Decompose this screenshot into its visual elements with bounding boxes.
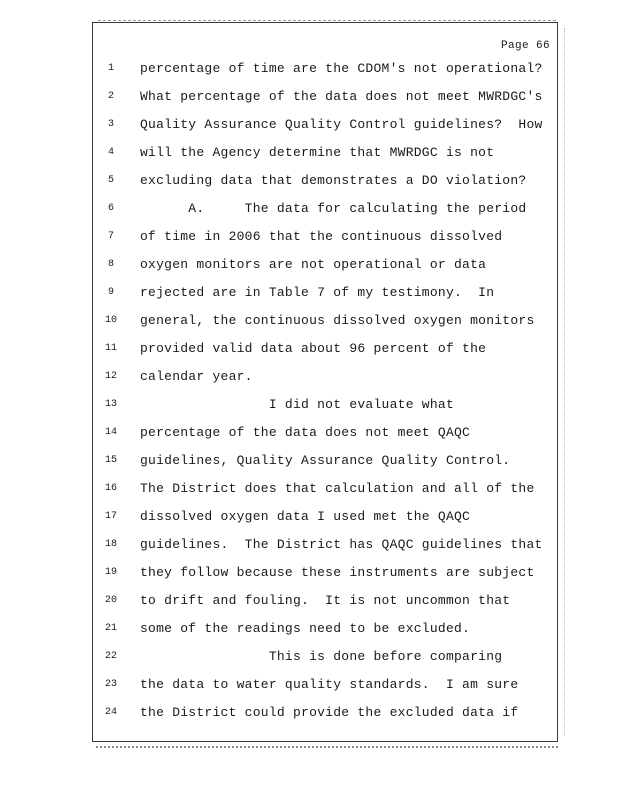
transcript-line <box>100 481 560 501</box>
scan-artifact-bottom <box>96 746 558 749</box>
line-number: 6 <box>107 203 114 214</box>
transcript-line <box>100 397 560 417</box>
line-number: 7 <box>107 231 114 242</box>
transcript-line <box>100 649 560 669</box>
transcript-line <box>100 509 560 529</box>
line-text: excluding data that demonstrates a DO violation? <box>140 173 527 188</box>
transcript-line <box>100 677 560 697</box>
line-number: 8 <box>107 259 114 270</box>
line-text: the data to water quality standards. I am sure <box>140 677 519 692</box>
line-text: of time in 2006 that the continuous dissolved <box>140 229 503 244</box>
line-text: will the Agency determine that MWRDGC is not <box>140 145 495 160</box>
transcript-line <box>100 341 560 361</box>
line-text: percentage of the data does not meet QAQC <box>140 425 471 440</box>
line-number: 9 <box>107 287 114 298</box>
line-text: the District could provide the excluded data if <box>140 705 519 720</box>
line-text: This is done before comparing <box>140 649 503 664</box>
line-text: to drift and fouling. It is not uncommon that <box>140 593 511 608</box>
transcript-line <box>100 369 560 389</box>
line-text: rejected are in Table 7 of my testimony. In <box>140 285 495 300</box>
transcript-line <box>100 621 560 641</box>
line-number: 3 <box>107 119 114 130</box>
line-number: 17 <box>104 511 117 522</box>
transcript-line <box>100 89 560 109</box>
line-number: 15 <box>104 455 117 466</box>
line-number: 10 <box>104 315 117 326</box>
line-text: some of the readings need to be excluded. <box>140 621 471 636</box>
line-number: 22 <box>104 651 117 662</box>
transcript-line <box>100 201 560 221</box>
transcript-line <box>100 257 560 277</box>
line-text: guidelines. The District has QAQC guidelines that <box>140 537 543 552</box>
line-number: 18 <box>104 539 117 550</box>
line-text: dissolved oxygen data I used met the QAQC <box>140 509 471 524</box>
line-number: 11 <box>104 343 117 354</box>
transcript-line <box>100 61 560 81</box>
line-number: 14 <box>104 427 117 438</box>
transcript-line <box>100 117 560 137</box>
line-number: 13 <box>104 399 117 410</box>
line-number: 20 <box>104 595 117 606</box>
line-number: 16 <box>104 483 117 494</box>
page-number: Page 66 <box>500 40 550 52</box>
transcript-line <box>100 173 560 193</box>
line-text: percentage of time are the CDOM's not operational? <box>140 61 543 76</box>
transcript-line <box>100 145 560 165</box>
transcript-line <box>100 425 560 445</box>
line-text: What percentage of the data does not meet MWRDGC's <box>140 89 543 104</box>
line-text: provided valid data about 96 percent of the <box>140 341 487 356</box>
transcript-line <box>100 537 560 557</box>
transcript-line <box>100 565 560 585</box>
line-number: 12 <box>104 371 117 382</box>
line-text: I did not evaluate what <box>140 397 454 412</box>
line-number: 23 <box>104 679 117 690</box>
line-text: guidelines, Quality Assurance Quality Control. <box>140 453 511 468</box>
line-number: 2 <box>107 91 114 102</box>
line-text: general, the continuous dissolved oxygen monitors <box>140 313 535 328</box>
line-number: 4 <box>107 147 114 158</box>
transcript-line <box>100 229 560 249</box>
transcript-line <box>100 593 560 613</box>
line-text: calendar year. <box>140 369 253 384</box>
line-text: they follow because these instruments are subject <box>140 565 535 580</box>
line-number: 21 <box>104 623 117 634</box>
line-number: 24 <box>104 707 117 718</box>
transcript-line <box>100 453 560 473</box>
line-number: 5 <box>107 175 114 186</box>
line-number: 19 <box>104 567 117 578</box>
scan-artifact-right <box>564 28 566 736</box>
transcript-line <box>100 285 560 305</box>
line-text: A. The data for calculating the period <box>140 201 527 216</box>
transcript-line <box>100 705 560 725</box>
line-text: The District does that calculation and all of the <box>140 481 535 496</box>
line-number: 1 <box>107 63 114 74</box>
line-text: Quality Assurance Quality Control guidelines? How <box>140 117 543 132</box>
transcript-line <box>100 313 560 333</box>
line-text: oxygen monitors are not operational or data <box>140 257 487 272</box>
